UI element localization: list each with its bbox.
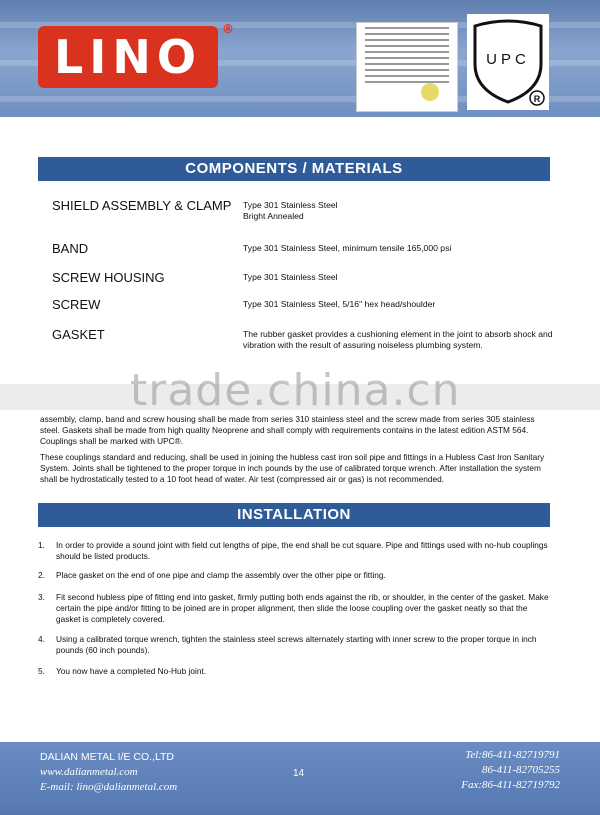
phone-1: Tel:86-411-82719791 <box>465 749 560 761</box>
component-desc: Type 301 Stainless Steel Bright Annealed <box>243 200 338 221</box>
component-desc: Type 301 Stainless Steel, minimum tensile 165,000 psi <box>243 243 452 253</box>
step-number: 1. <box>38 540 45 550</box>
upc-shield-icon <box>467 14 549 110</box>
component-name: SHIELD ASSEMBLY & CLAMP <box>52 198 232 213</box>
component-desc: Type 301 Stainless Steel <box>243 272 338 282</box>
upc-logo <box>467 14 549 110</box>
component-name: SCREW HOUSING <box>52 270 165 285</box>
logo-text: LINO <box>53 30 203 84</box>
component-name: BAND <box>52 241 89 256</box>
certificate-image <box>356 22 458 112</box>
step-number: 3. <box>38 592 45 602</box>
company-name: DALIAN METAL I/E CO.,LTD <box>40 751 174 763</box>
page-footer <box>0 742 600 815</box>
step-number: 5. <box>38 666 45 676</box>
step-text: Using a calibrated torque wrench, tighten the stainless steel screws alternately starting with inner screw to the proper torque in inch pounds (60 inch pounds). <box>56 634 537 655</box>
installation-heading: INSTALLATION <box>38 503 550 527</box>
certificate-lines <box>357 27 457 83</box>
page-number: 14 <box>293 768 305 779</box>
step-number: 4. <box>38 634 45 644</box>
footer-phones <box>461 748 560 793</box>
components-heading: COMPONENTS / MATERIALS <box>38 157 550 181</box>
step-text: Place gasket on the end of one pipe and clamp the assembly over the other pipe or fitting. <box>56 570 386 580</box>
lino-logo <box>38 22 234 88</box>
logo-registered-mark: ® <box>222 22 234 36</box>
spec-paragraph: assembly, clamp, band and screw housing shall be made from series 310 stainless steel and the screw made from series 305 stainless steel. Gaskets shall be made from high quality Neoprene and shall comply with requirements contains in the latest edition ASTM 564. Couplings shall be marked with UPC®. <box>40 414 535 446</box>
step-text: In order to provide a sound joint with field cut lengths of pipe, the end shall be cut square. Pipe and fittings used with no-hub couplings should be listed products. <box>56 540 548 561</box>
step-number: 2. <box>38 570 45 580</box>
watermark-text: trade.china.cn <box>130 365 461 416</box>
step-text: You now have a completed No-Hub joint. <box>56 666 207 676</box>
footer-contact <box>40 750 177 795</box>
website-link[interactable]: www.dalianmetal.com <box>40 766 138 778</box>
usage-paragraph: These couplings standard and reducing, shall be used in joining the hubless cast iron soil pipe and fittings in a Hubless Cast Iron Sanitary System. Joints shall be tightened to the proper torque in inch pounds by the use of calibrated torque wrench. After installation the system shall be hydrostatically tested to a 10 foot head of water. Air test (compressed air or gas) is not recommended. <box>40 452 545 484</box>
email-link[interactable]: E-mail: lino@dalianmetal.com <box>40 781 178 793</box>
component-name: SCREW <box>52 297 101 312</box>
upc-text: UPC <box>486 51 530 68</box>
phone-2: 86-411-82705255 <box>481 764 560 776</box>
certificate-seal-icon <box>421 83 439 101</box>
fax-number: Fax:86-411-82719792 <box>461 779 560 791</box>
upc-registered-mark: R <box>533 94 541 104</box>
component-desc: Type 301 Stainless Steel, 5/16" hex head/shoulder <box>243 299 436 309</box>
component-name: GASKET <box>52 327 105 342</box>
step-text: Fit second hubless pipe of fitting end into gasket, firmly putting both ends against the rib, or shoulder, in the center of the gasket. Make certain the pipe and/or fitting to be joined are in proper alignment, then slide the loose coupling over the gasket neatly so that the gasket is completely covered. <box>56 592 549 624</box>
page-header <box>0 0 600 117</box>
component-desc: The rubber gasket provides a cushioning element in the joint to absorb shock and vibration with the result of assuring noiseless plumbing system. <box>243 329 553 350</box>
